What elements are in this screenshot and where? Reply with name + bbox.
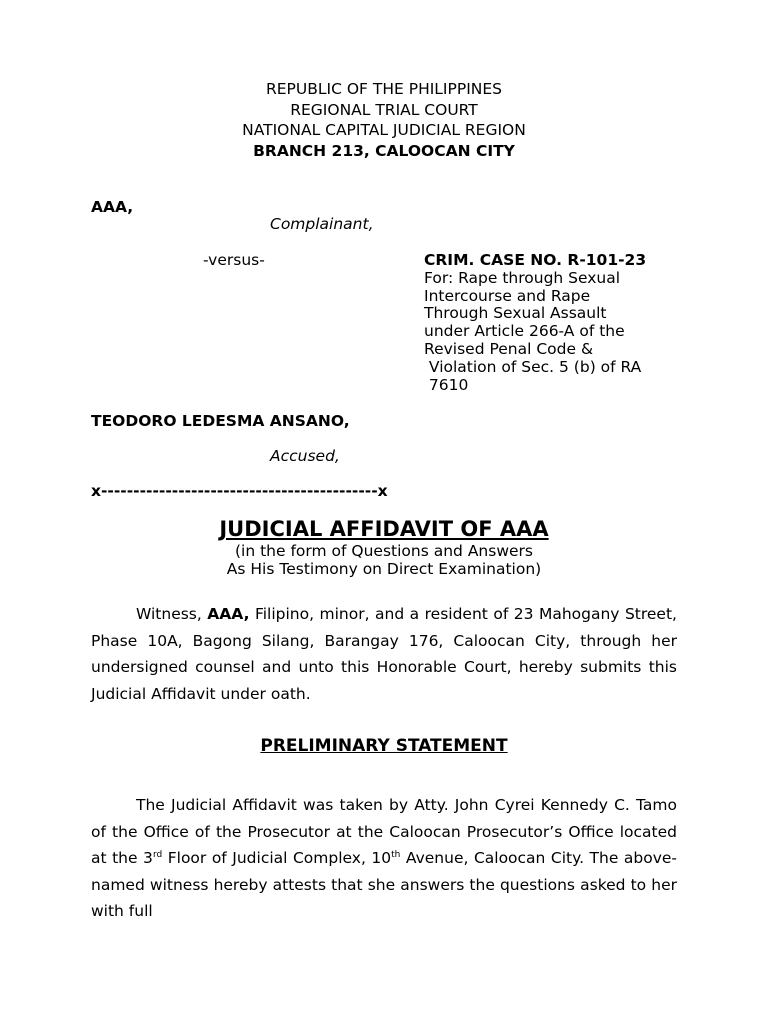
case-charge-line: 7610 [424,375,469,394]
document-title: JUDICIAL AFFIDAVIT OF AAA [219,517,549,541]
court-region: NATIONAL CAPITAL JUDICIAL REGION [242,121,526,139]
witness-paragraph [91,601,677,707]
accused-label: Accused, [270,447,340,465]
subtitle-line: (in the form of Questions and Answers [235,542,533,560]
preliminary-paragraph [91,792,677,925]
case-charge-line: Revised Penal Code & [424,339,594,358]
witness-name: AAA, [207,605,250,623]
case-number: CRIM. CASE NO. R-101-23 [424,251,647,269]
case-charge-line: For: Rape through Sexual [424,268,621,287]
prelim-text-1: The Judicial Affidavit was taken by Atty. John Cyrei Kennedy C. Tamo of the Office of the Prosecutor at the Caloocan Prosecutor’s Office located at the 3 [91,796,677,868]
versus-label: -versus- [203,251,265,269]
section-heading: PRELIMINARY STATEMENT [260,736,508,756]
prelim-sup-2: th [391,850,401,861]
case-charge-line: under Article 266-A of the [424,322,625,341]
prelim-sup-1: rd [152,850,163,861]
document-subtitle [0,543,768,578]
witness-text: Filipino, minor, and a resident of 23 Mahogany Street, Phase 10A, Bagong Silang, Barangay 176, Caloocan City, through her undersigned counsel and unto this Honorable Court, hereby submits this Judicial Affidavit under oath. [91,605,677,703]
complainant-name: AAA, [91,198,134,216]
court-name: REGIONAL TRIAL COURT [290,100,478,119]
witness-lead: Witness, [136,605,202,623]
accused-name: TEODORO LEDESMA ANSANO, [91,412,350,430]
court-branch: BRANCH 213, CALOOCAN CITY [253,141,515,160]
separator-line: x-------------------------------------------x [91,482,388,500]
court-header [0,79,768,161]
subtitle-line: As His Testimony on Direct Examination) [226,559,542,578]
case-charge-line: Intercourse and Rape [424,286,591,305]
case-charge-line: Violation of Sec. 5 (b) of RA [424,357,642,376]
case-charge-line: Through Sexual Assault [424,304,607,323]
complainant-label: Complainant, [270,215,374,233]
prelim-text-3: Avenue, Caloocan City. The above-named witness hereby attests that she answers the questions asked to her with full [91,849,677,921]
prelim-text-2: Floor of Judicial Complex, 10 [162,849,392,868]
case-info [424,252,646,394]
court-republic: REPUBLIC OF THE PHILIPPINES [265,80,502,98]
